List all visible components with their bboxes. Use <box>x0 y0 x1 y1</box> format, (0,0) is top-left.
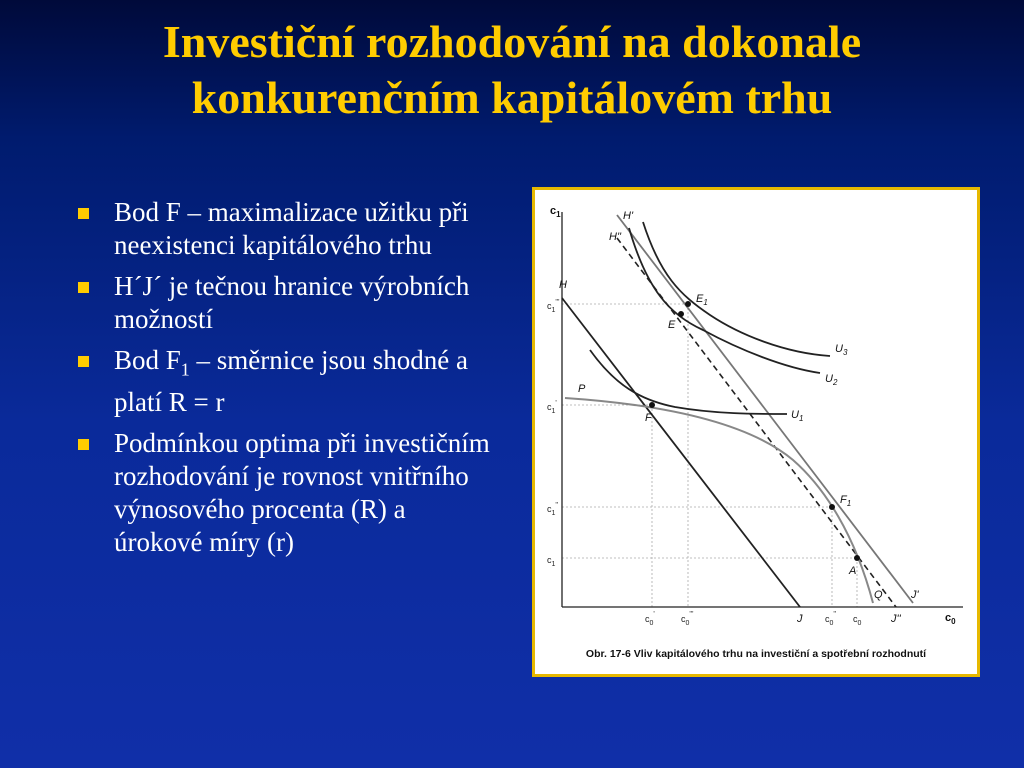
curve-U2 <box>629 228 820 373</box>
label-U2-sub: 2 <box>832 378 838 387</box>
point-A <box>854 555 860 561</box>
x-tick-1-sub: 0 <box>685 620 690 627</box>
x-tick-2-sub: 0 <box>829 620 834 627</box>
bullet-list <box>78 196 498 567</box>
label-F1 <box>840 494 851 508</box>
label-J: J <box>797 613 803 625</box>
x-tick-c0-double <box>825 611 836 627</box>
y-tick-2-sup: '' <box>555 502 559 509</box>
x-tick-2-base: c <box>825 614 830 624</box>
point-E <box>678 311 684 317</box>
label-Jpp: J'' <box>891 613 901 625</box>
x-tick-1-base: c <box>681 614 686 624</box>
y-tick-c1-single <box>547 400 557 415</box>
bullet-text-2: H´J´ je tečnou hranice výrobních možností <box>114 271 470 334</box>
y-tick-1-sup: ' <box>555 400 557 407</box>
label-Jp: J' <box>911 589 919 601</box>
point-E1 <box>685 301 691 307</box>
bullet-text-3-pre: Bod F <box>114 345 181 375</box>
y-tick-1-base: c <box>547 402 552 412</box>
label-E1-sub: 1 <box>703 298 708 307</box>
axis-x-base: c <box>945 612 952 624</box>
bullet-text-4: Podmínkou optima při investičním rozhodování je rovnost vnitřního výnosového procenta (R) a úrokové míry (r) <box>114 428 490 558</box>
x-tick-c0-triple <box>681 611 693 627</box>
x-tick-0-base: c <box>645 614 650 624</box>
y-tick-2-base: c <box>547 504 552 514</box>
slide-title-line-1: Investiční rozhodování na dokonale <box>162 16 862 67</box>
capital-market-diagram <box>535 190 977 674</box>
slide-title <box>0 14 1024 126</box>
economics-figure <box>532 187 980 677</box>
bullet-text-3-sub: 1 <box>180 359 190 380</box>
line-HJ <box>562 298 800 607</box>
label-A: A <box>849 565 857 577</box>
y-tick-0-sup: ''' <box>555 299 560 306</box>
axis-label-c1 <box>550 205 561 219</box>
x-tick-1-sup: ''' <box>689 611 694 618</box>
bullet-item-3 <box>78 344 498 419</box>
y-tick-c1-double <box>547 502 558 517</box>
bullet-item-1 <box>78 196 498 262</box>
axis-y-sub: 1 <box>556 210 561 219</box>
axis-x-sub: 0 <box>951 617 956 626</box>
square-bullet-icon <box>78 208 89 219</box>
label-U3-base: U <box>835 343 843 355</box>
points <box>649 301 860 561</box>
label-U2 <box>825 373 838 387</box>
axes <box>562 212 963 607</box>
bullet-text-1: Bod F – maximalizace užitku při neexistenci kapitálového trhu <box>114 197 469 260</box>
bullet-item-2 <box>78 270 498 336</box>
label-U3-sub: 3 <box>842 348 848 357</box>
point-F1 <box>829 504 835 510</box>
y-tick-2-sub: 1 <box>551 510 556 517</box>
x-tick-0-sup: ' <box>653 611 655 618</box>
label-F1-base: F <box>840 494 847 506</box>
y-tick-c1 <box>547 555 556 568</box>
axis-y-base: c <box>550 205 557 217</box>
slide-title-line-2: konkurenčním kapitálovém trhu <box>191 72 833 123</box>
x-tick-c0-single <box>645 611 655 627</box>
y-tick-c1-triple <box>547 299 559 314</box>
label-Hpp: H'' <box>609 231 622 243</box>
curve-U1 <box>590 350 787 414</box>
x-tick-2-sup: '' <box>833 611 837 618</box>
bullet-text-3-post: – směrnice jsou shodné a platí R = r <box>114 345 468 418</box>
y-tick-0-sub: 1 <box>551 307 556 314</box>
curve-U3 <box>643 222 830 356</box>
label-U1-base: U <box>791 409 799 421</box>
y-tick-3-sub: 1 <box>551 561 556 568</box>
figure-caption: Obr. 17-6 Vliv kapitálového trhu na investiční a spotřební rozhodnutí <box>585 648 927 660</box>
label-U3 <box>835 343 848 357</box>
axis-label-c0 <box>945 612 956 626</box>
label-Q: Q <box>874 589 883 601</box>
label-U1-sub: 1 <box>798 414 804 423</box>
x-tick-3-base: c <box>853 614 858 624</box>
label-F1-sub: 1 <box>846 499 852 508</box>
x-tick-c0 <box>853 614 862 627</box>
label-E: E <box>668 319 676 331</box>
label-H: H <box>559 279 567 291</box>
label-E1-base: E <box>696 293 704 305</box>
y-tick-3-base: c <box>547 555 552 565</box>
square-bullet-icon <box>78 439 89 450</box>
square-bullet-icon <box>78 282 89 293</box>
bullet-item-4 <box>78 427 498 559</box>
label-F: F <box>645 412 652 424</box>
y-tick-1-sub: 1 <box>551 408 556 415</box>
label-U1 <box>791 409 803 423</box>
label-E1 <box>696 293 708 307</box>
label-P: P <box>578 383 586 395</box>
y-tick-0-base: c <box>547 301 552 311</box>
label-Hp: H' <box>623 210 634 222</box>
point-F <box>649 402 655 408</box>
guide-lines <box>562 304 857 607</box>
bullet-text-3 <box>114 345 468 417</box>
x-tick-3-sub: 0 <box>857 620 862 627</box>
label-U2-base: U <box>825 373 833 385</box>
square-bullet-icon <box>78 356 89 367</box>
x-tick-0-sub: 0 <box>649 620 654 627</box>
